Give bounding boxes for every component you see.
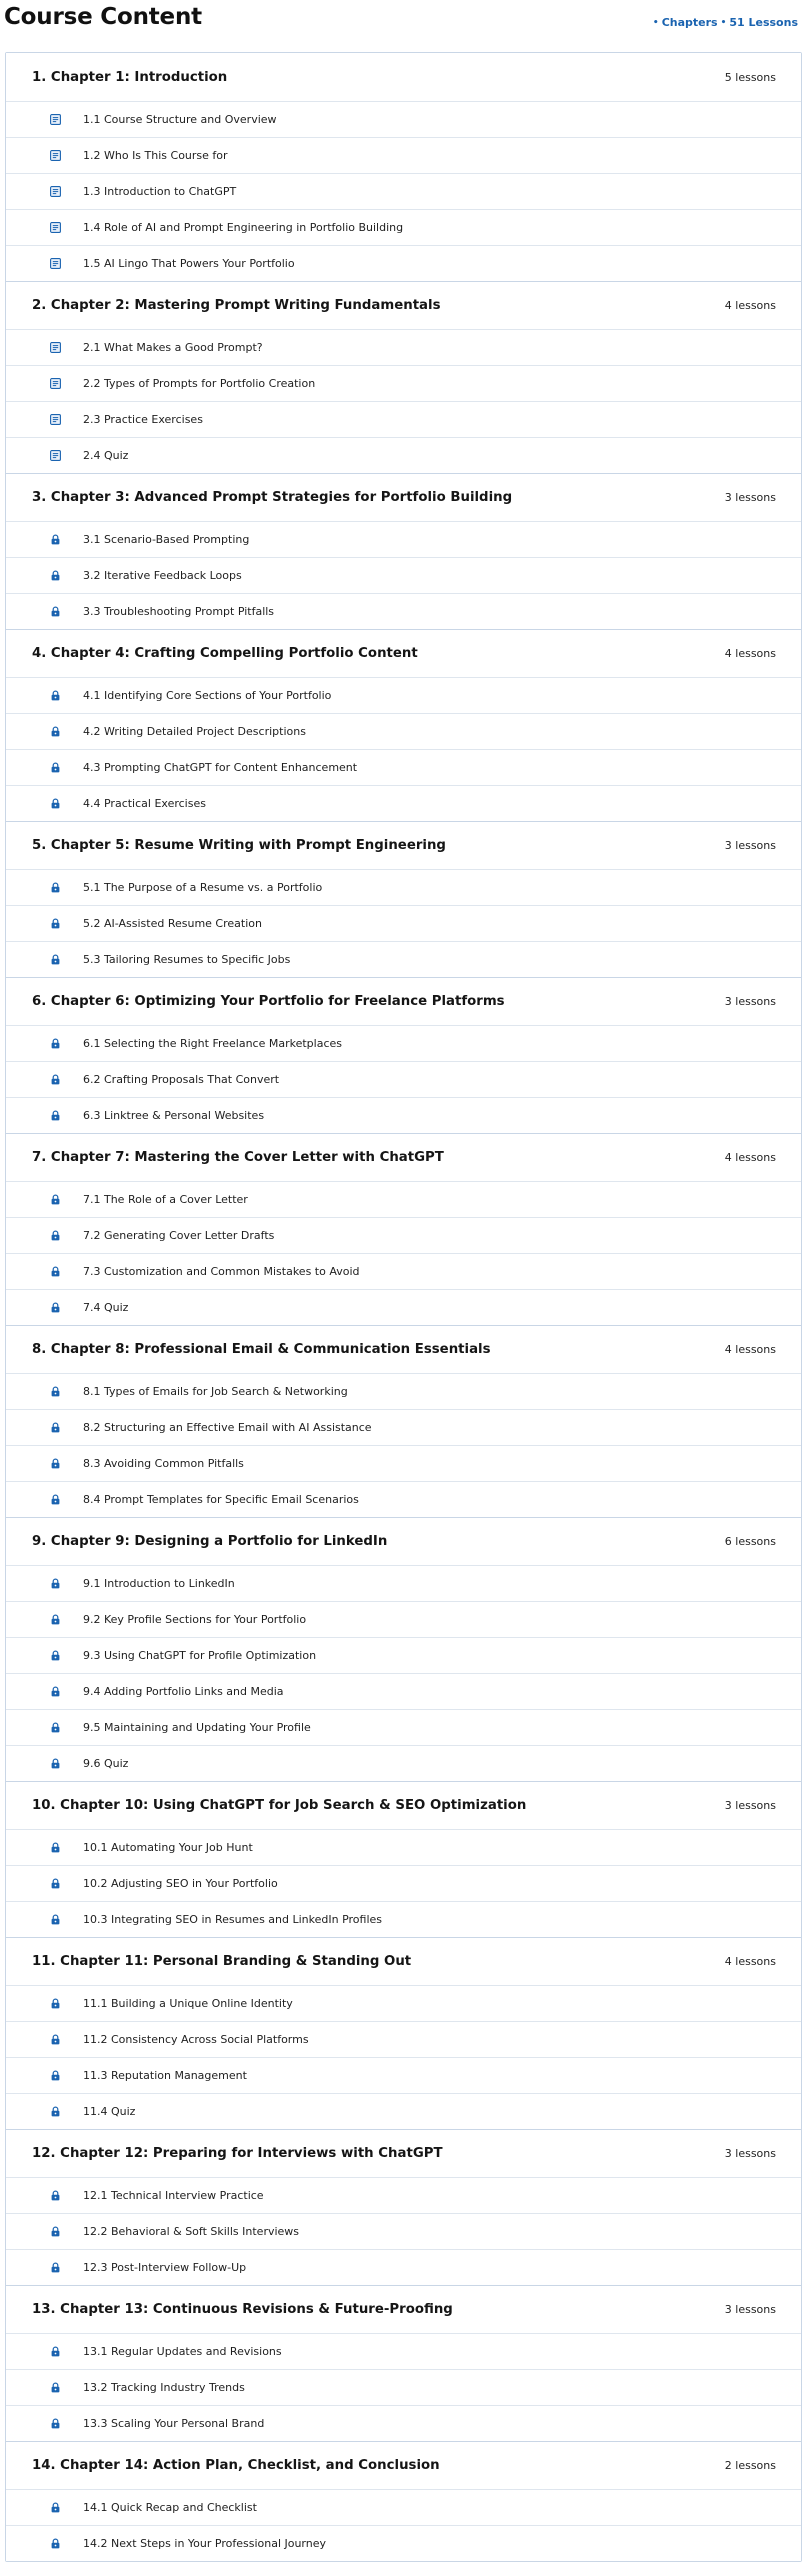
chapter-lesson-count: 3 lessons [724, 2303, 776, 2316]
lesson-item[interactable] [6, 1985, 801, 2021]
chapter-lesson-count: 4 lessons [724, 1151, 776, 1164]
chapter-lesson-count: 3 lessons [724, 2147, 776, 2160]
lesson-item[interactable] [6, 2489, 801, 2525]
lesson-title: 7.2 Generating Cover Letter Drafts [83, 1229, 275, 1242]
lesson-title: 10.3 Integrating SEO in Resumes and LinkedIn Profiles [83, 1913, 383, 1926]
lock-icon [50, 2538, 61, 2549]
page-title: Course Content [4, 4, 202, 30]
lock-icon [50, 1494, 61, 1505]
chapter-header[interactable] [6, 53, 801, 101]
chapter-header[interactable] [6, 1781, 801, 1829]
lesson-item[interactable] [6, 2249, 801, 2285]
lesson-title: 2.2 Types of Prompts for Portfolio Creation [83, 377, 316, 390]
document-icon [50, 258, 61, 269]
lesson-item[interactable] [6, 1445, 801, 1481]
lock-icon [50, 1878, 61, 1889]
chapter-title: 1. Chapter 1: Introduction [32, 69, 228, 85]
lesson-item[interactable] [6, 1409, 801, 1445]
lesson-title: 8.3 Avoiding Common Pitfalls [83, 1457, 244, 1470]
lesson-item[interactable] [6, 749, 801, 785]
lesson-title: 1.1 Course Structure and Overview [83, 113, 277, 126]
chapter-title: 10. Chapter 10: Using ChatGPT for Job Search & SEO Optimization [32, 1798, 527, 1813]
lesson-title: 14.1 Quick Recap and Checklist [83, 2501, 257, 2514]
lock-icon [50, 2070, 61, 2081]
lesson-item[interactable] [6, 2057, 801, 2093]
lesson-item[interactable] [6, 1709, 801, 1745]
lesson-item[interactable] [6, 1217, 801, 1253]
lesson-title: 8.2 Structuring an Effective Email with AI Assistance [83, 1421, 372, 1434]
chapter-title: 13. Chapter 13: Continuous Revisions & Future-Proofing [32, 2302, 453, 2317]
lesson-item[interactable] [6, 1865, 801, 1901]
lesson-item[interactable] [6, 401, 801, 437]
lock-icon [50, 1686, 61, 1697]
chapter-title: 4. Chapter 4: Crafting Compelling Portfolio Content [32, 646, 418, 661]
lesson-title: 14.2 Next Steps in Your Professional Journey [83, 2537, 327, 2550]
lesson-title: 3.1 Scenario-Based Prompting [83, 533, 250, 546]
lock-icon [50, 2346, 61, 2357]
lock-icon [50, 570, 61, 581]
lesson-item[interactable] [6, 1373, 801, 1409]
lesson-item[interactable] [6, 365, 801, 401]
lesson-title: 9.6 Quiz [83, 1757, 129, 1770]
lesson-item[interactable] [6, 1637, 801, 1673]
lesson-item[interactable] [6, 785, 801, 821]
lesson-title: 10.1 Automating Your Job Hunt [83, 1841, 253, 1854]
lock-icon [50, 1074, 61, 1085]
chapter-header[interactable] [6, 821, 801, 869]
lesson-title: 12.1 Technical Interview Practice [83, 2189, 264, 2202]
lesson-title: 5.1 The Purpose of a Resume vs. a Portfolio [83, 881, 323, 894]
lock-icon [50, 2226, 61, 2237]
chapter-header[interactable] [6, 629, 801, 677]
lock-icon [50, 882, 61, 893]
lesson-title: 2.4 Quiz [83, 449, 129, 462]
lock-icon [50, 1302, 61, 1313]
lock-icon [50, 1458, 61, 1469]
lesson-title: 9.4 Adding Portfolio Links and Media [83, 1685, 284, 1698]
lesson-item[interactable] [6, 1289, 801, 1325]
lock-icon [50, 762, 61, 773]
lock-icon [50, 1998, 61, 2009]
lesson-item[interactable] [6, 677, 801, 713]
lock-icon [50, 606, 61, 617]
lesson-title: 6.2 Crafting Proposals That Convert [83, 1073, 280, 1086]
chapter-header[interactable] [6, 977, 801, 1025]
lock-icon [50, 1110, 61, 1121]
lesson-title: 4.2 Writing Detailed Project Descriptions [83, 725, 306, 738]
lesson-item[interactable] [6, 1673, 801, 1709]
chapter-header[interactable] [6, 1937, 801, 1985]
lesson-title: 12.3 Post-Interview Follow-Up [83, 2261, 247, 2274]
document-icon [50, 186, 61, 197]
lock-icon [50, 1422, 61, 1433]
lesson-item[interactable] [6, 1181, 801, 1217]
lesson-item[interactable] [6, 557, 801, 593]
chapter-title: 8. Chapter 8: Professional Email & Communication Essentials [32, 1342, 491, 1357]
lesson-title: 1.5 AI Lingo That Powers Your Portfolio [83, 257, 295, 270]
chapter-header[interactable] [6, 1517, 801, 1565]
chapter-header[interactable] [6, 473, 801, 521]
lesson-item[interactable] [6, 2405, 801, 2441]
lesson-item[interactable] [6, 1745, 801, 1781]
chapter-title: 14. Chapter 14: Action Plan, Checklist, and Conclusion [32, 2458, 440, 2473]
lock-icon [50, 954, 61, 965]
lock-icon [50, 2382, 61, 2393]
chapter-title: 9. Chapter 9: Designing a Portfolio for LinkedIn [32, 1534, 388, 1549]
chapter-lesson-count: 4 lessons [724, 1343, 776, 1356]
lock-icon [50, 2262, 61, 2273]
lesson-item[interactable] [6, 521, 801, 557]
lock-icon [50, 1386, 61, 1397]
lock-icon [50, 1038, 61, 1049]
lesson-title: 5.3 Tailoring Resumes to Specific Jobs [83, 953, 291, 966]
lock-icon [50, 1194, 61, 1205]
lesson-item[interactable] [6, 941, 801, 977]
lesson-title: 6.1 Selecting the Right Freelance Marketplaces [83, 1037, 343, 1050]
lesson-title: 11.3 Reputation Management [83, 2069, 247, 2082]
chapter-lesson-count: 3 lessons [724, 839, 776, 852]
lesson-item[interactable] [6, 1097, 801, 1133]
lock-icon [50, 1230, 61, 1241]
chapter-title: 5. Chapter 5: Resume Writing with Prompt Engineering [32, 838, 446, 853]
lesson-item[interactable] [6, 245, 801, 281]
bullet-icon: • [720, 17, 727, 28]
chapter-lesson-count: 2 lessons [724, 2459, 776, 2472]
document-icon [50, 150, 61, 161]
chapter-lesson-count: 3 lessons [724, 1799, 776, 1812]
lock-icon [50, 1614, 61, 1625]
lesson-item[interactable] [6, 209, 801, 245]
course-content-header [0, 0, 805, 52]
lock-icon [50, 2418, 61, 2429]
lesson-item[interactable] [6, 2525, 801, 2561]
lesson-title: 7.3 Customization and Common Mistakes to Avoid [83, 1265, 360, 1278]
lesson-item[interactable] [6, 137, 801, 173]
lesson-title: 3.3 Troubleshooting Prompt Pitfalls [83, 605, 275, 618]
lesson-title: 4.4 Practical Exercises [83, 797, 206, 810]
document-icon [50, 414, 61, 425]
lesson-title: 9.2 Key Profile Sections for Your Portfolio [83, 1613, 307, 1626]
lesson-item[interactable] [6, 2021, 801, 2057]
lesson-item[interactable] [6, 1601, 801, 1637]
lesson-title: 1.3 Introduction to ChatGPT [83, 185, 237, 198]
lesson-item[interactable] [6, 1025, 801, 1061]
chapter-lesson-count: 6 lessons [724, 1535, 776, 1548]
lock-icon [50, 1914, 61, 1925]
lesson-title: 1.2 Who Is This Course for [83, 149, 228, 162]
lesson-title: 6.3 Linktree & Personal Websites [83, 1109, 265, 1122]
lesson-title: 9.5 Maintaining and Updating Your Profile [83, 1721, 311, 1734]
lock-icon [50, 2034, 61, 2045]
lesson-item[interactable] [6, 173, 801, 209]
lesson-item[interactable] [6, 2369, 801, 2405]
lesson-title: 11.1 Building a Unique Online Identity [83, 1997, 293, 2010]
lesson-item[interactable] [6, 1565, 801, 1601]
document-icon [50, 222, 61, 233]
lesson-title: 2.1 What Makes a Good Prompt? [83, 341, 263, 354]
course-summary [653, 16, 798, 29]
lock-icon [50, 1722, 61, 1733]
lock-icon [50, 1578, 61, 1589]
lesson-title: 4.3 Prompting ChatGPT for Content Enhancement [83, 761, 358, 774]
lesson-title: 2.3 Practice Exercises [83, 413, 203, 426]
lesson-title: 8.4 Prompt Templates for Specific Email Scenarios [83, 1493, 359, 1506]
chapter-lesson-count: 4 lessons [724, 1955, 776, 1968]
lesson-title: 5.2 AI-Assisted Resume Creation [83, 917, 262, 930]
lesson-item[interactable] [6, 1253, 801, 1289]
chapter-title: 2. Chapter 2: Mastering Prompt Writing Fundamentals [32, 298, 441, 313]
chapter-title: 3. Chapter 3: Advanced Prompt Strategies for Portfolio Building [32, 490, 513, 505]
lock-icon [50, 534, 61, 545]
chapter-title: 12. Chapter 12: Preparing for Interviews with ChatGPT [32, 2146, 443, 2161]
lock-icon [50, 2106, 61, 2117]
lock-icon [50, 726, 61, 737]
chapter-lesson-count: 5 lessons [724, 70, 776, 84]
chapter-title: 6. Chapter 6: Optimizing Your Portfolio for Freelance Platforms [32, 994, 505, 1009]
lesson-title: 4.1 Identifying Core Sections of Your Portfolio [83, 689, 332, 702]
chapter-list [5, 52, 802, 2562]
lesson-title: 8.1 Types of Emails for Job Search & Networking [83, 1385, 348, 1398]
lesson-title: 11.4 Quiz [83, 2105, 136, 2118]
lock-icon [50, 1758, 61, 1769]
lesson-item[interactable] [6, 2213, 801, 2249]
lock-icon [50, 2190, 61, 2201]
lesson-title: 13.3 Scaling Your Personal Brand [83, 2417, 265, 2430]
document-icon [50, 378, 61, 389]
lesson-item[interactable] [6, 1901, 801, 1937]
lesson-item[interactable] [6, 437, 801, 473]
lesson-title: 12.2 Behavioral & Soft Skills Interviews [83, 2225, 300, 2238]
chapter-lesson-count: 4 lessons [724, 647, 776, 660]
lesson-title: 7.4 Quiz [83, 1301, 129, 1314]
lesson-title: 9.1 Introduction to LinkedIn [83, 1577, 235, 1590]
lesson-item[interactable] [6, 713, 801, 749]
chapter-lesson-count: 3 lessons [724, 491, 776, 504]
chapter-header[interactable] [6, 2129, 801, 2177]
lesson-item[interactable] [6, 1061, 801, 1097]
lock-icon [50, 918, 61, 929]
lesson-item[interactable] [6, 329, 801, 365]
document-icon [50, 342, 61, 353]
lesson-title: 7.1 The Role of a Cover Letter [83, 1193, 248, 1206]
lesson-item[interactable] [6, 2177, 801, 2213]
document-icon [50, 450, 61, 461]
chapter-header[interactable] [6, 281, 801, 329]
lesson-item[interactable] [6, 101, 801, 137]
chapter-header[interactable] [6, 1325, 801, 1373]
bullet-icon: • [652, 17, 659, 28]
lesson-item[interactable] [6, 2093, 801, 2129]
lesson-item[interactable] [6, 593, 801, 629]
lesson-item[interactable] [6, 905, 801, 941]
lesson-item[interactable] [6, 2333, 801, 2369]
lock-icon [50, 798, 61, 809]
lesson-title: 11.2 Consistency Across Social Platforms [83, 2033, 309, 2046]
lesson-title: 13.2 Tracking Industry Trends [83, 2381, 245, 2394]
lesson-item[interactable] [6, 869, 801, 905]
document-icon [50, 114, 61, 125]
chapter-title: 11. Chapter 11: Personal Branding & Standing Out [32, 1954, 412, 1969]
lesson-title: 9.3 Using ChatGPT for Profile Optimization [83, 1649, 317, 1662]
lock-icon [50, 1842, 61, 1853]
chapter-header[interactable] [6, 2441, 801, 2489]
lesson-title: 10.2 Adjusting SEO in Your Portfolio [83, 1877, 278, 1890]
chapter-lesson-count: 3 lessons [724, 995, 776, 1008]
chapter-lesson-count: 4 lessons [724, 299, 776, 312]
lesson-title: 13.1 Regular Updates and Revisions [83, 2345, 282, 2358]
lock-icon [50, 690, 61, 701]
lock-icon [50, 2502, 61, 2513]
lesson-title: 1.4 Role of AI and Prompt Engineering in Portfolio Building [83, 221, 404, 234]
lock-icon [50, 1650, 61, 1661]
lesson-title: 3.2 Iterative Feedback Loops [83, 569, 242, 582]
lesson-item[interactable] [6, 1829, 801, 1865]
chapter-header[interactable] [6, 1133, 801, 1181]
lessons-count-label: 51 Lessons [729, 16, 798, 29]
lesson-item[interactable] [6, 1481, 801, 1517]
chapter-title: 7. Chapter 7: Mastering the Cover Letter with ChatGPT [32, 1150, 444, 1165]
lock-icon [50, 1266, 61, 1277]
chapter-header[interactable] [6, 2285, 801, 2333]
chapters-label: Chapters [661, 16, 718, 29]
